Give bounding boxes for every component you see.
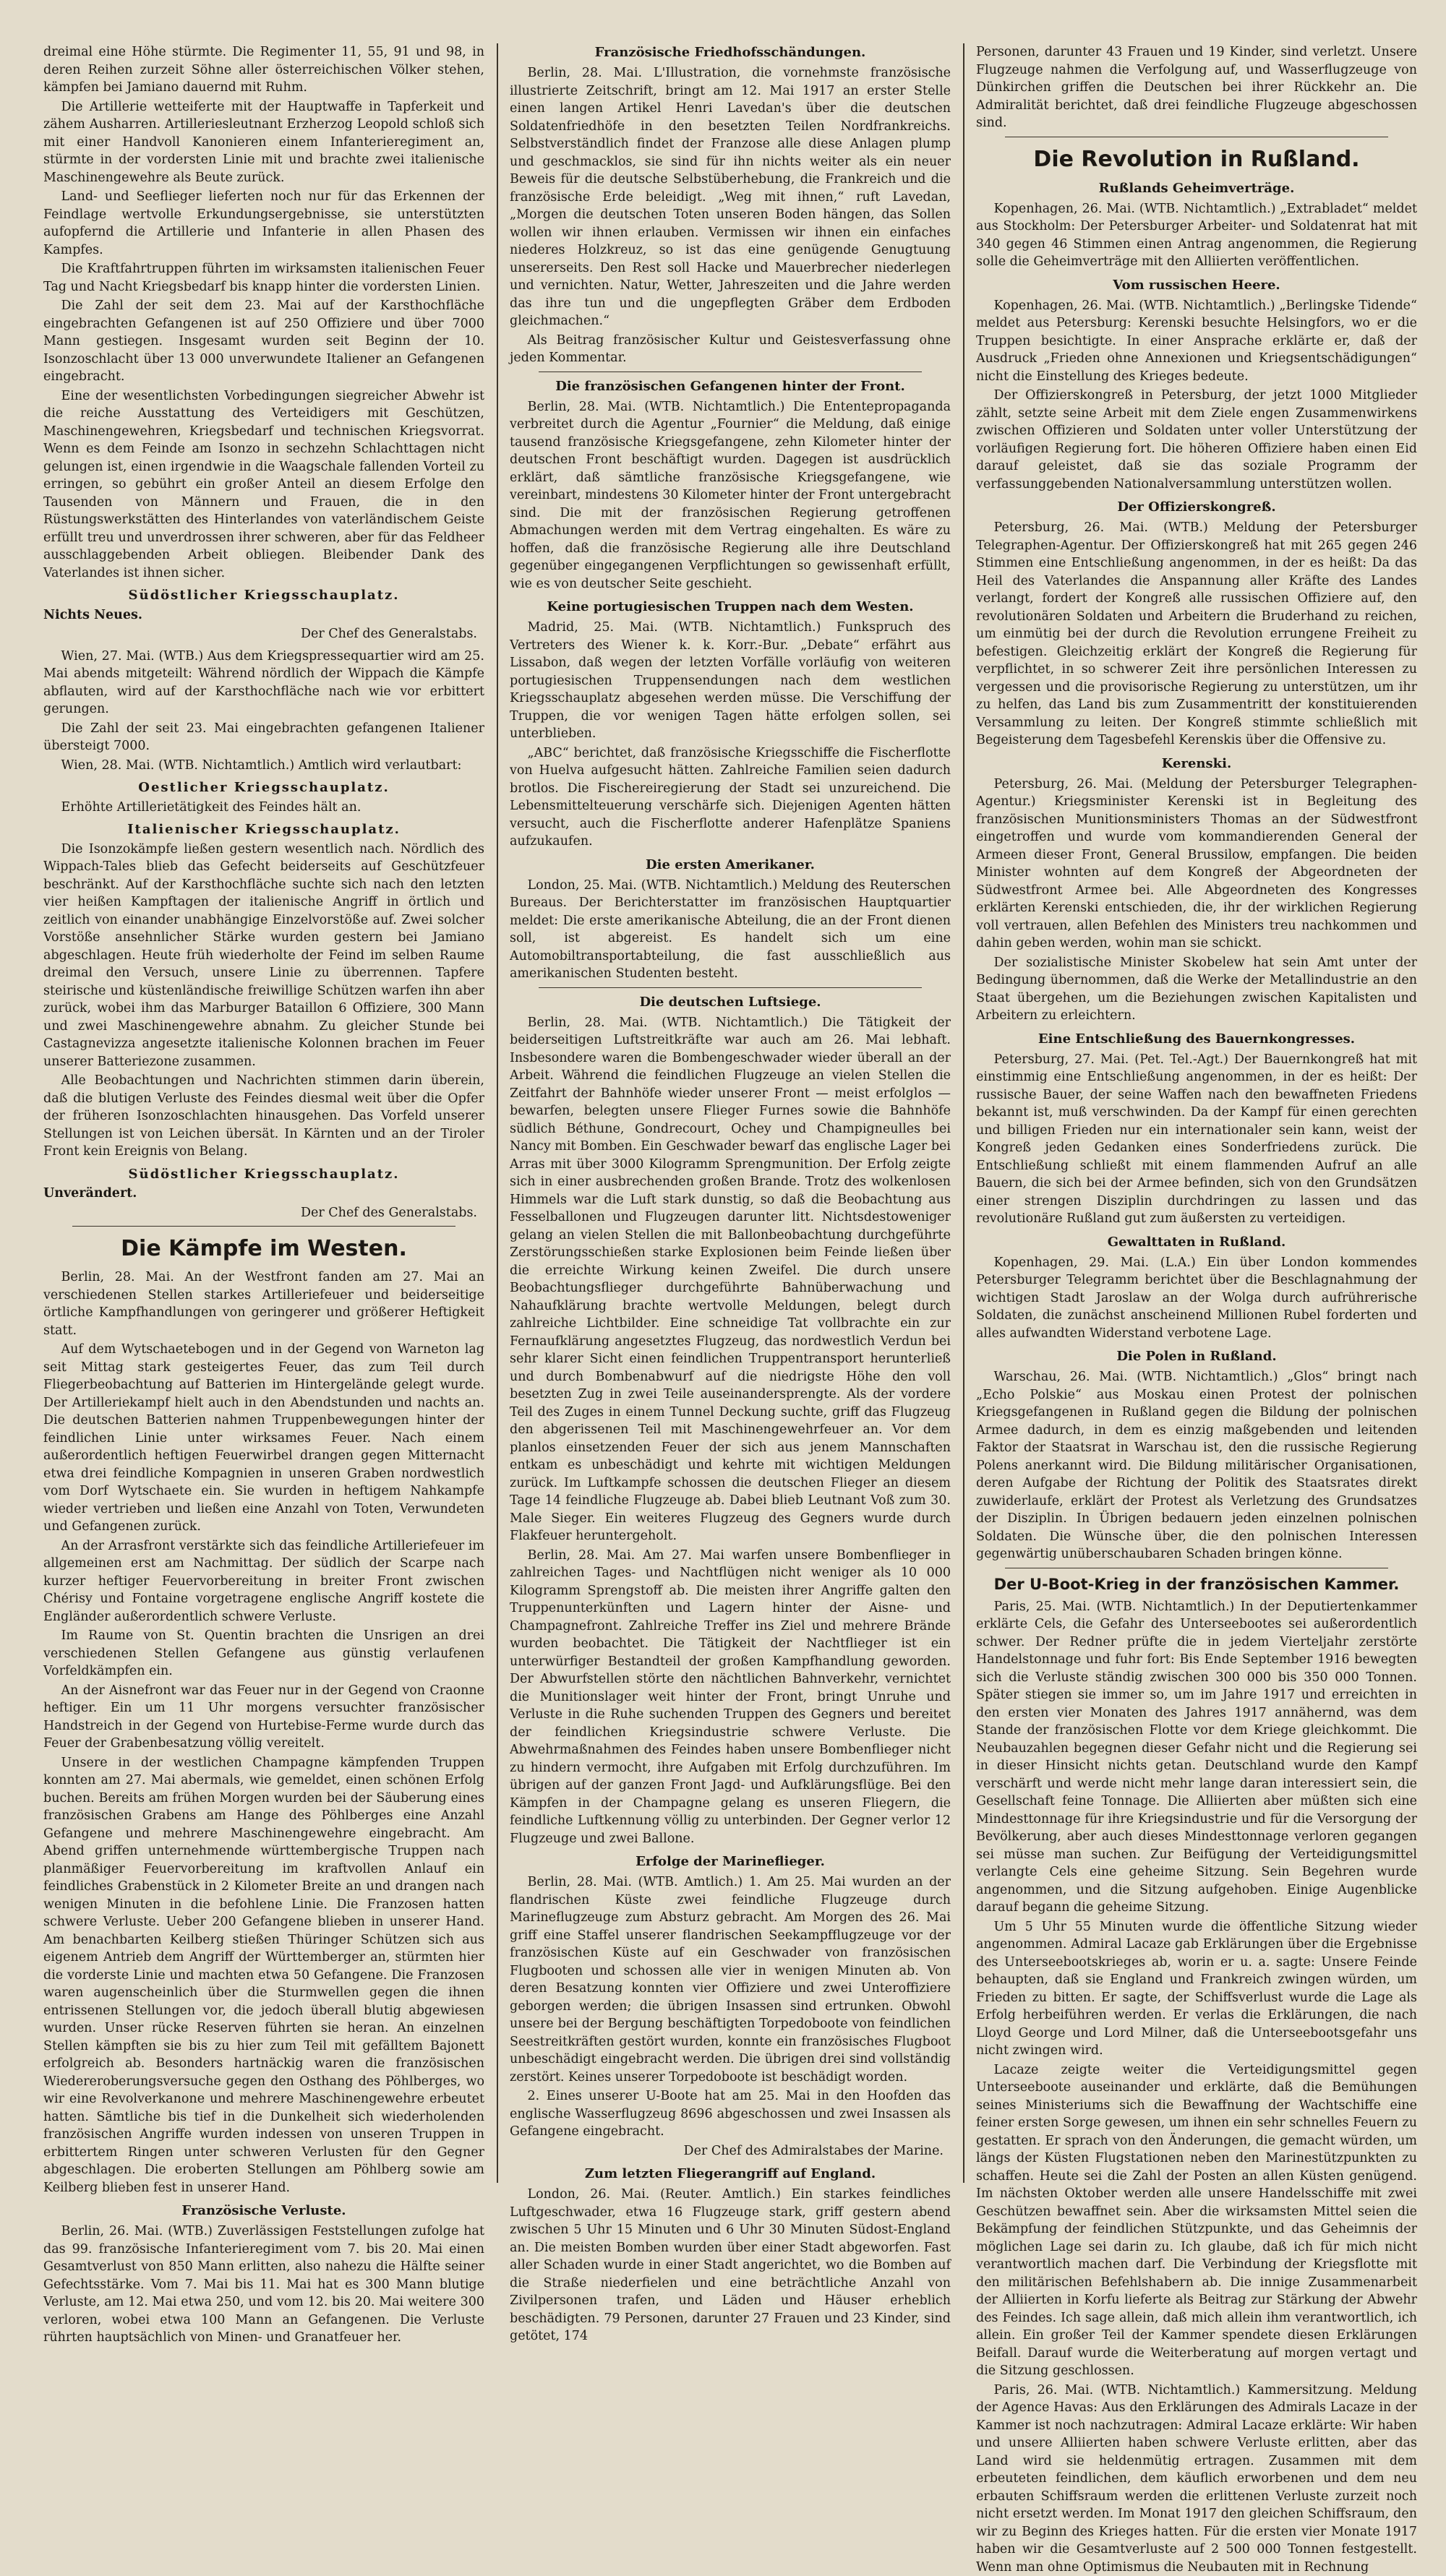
article-paragraph: Die Kraftfahrtruppen führten im wirksamsten italienischen Feuer Tag und Nacht Kriegsbedarf bis knapp hinter die vordersten Linien. — [43, 260, 484, 296]
article-paragraph: Petersburg, 26. Mai. (WTB.) Meldung der Petersburger Telegraphen-Agentur. Der Offizierskongreß hat mit 265 gegen 246 Stimmen eine Entschließung angenommen, in der es heißt: Da das Heil des Vaterlandes die Anspannung aller Kräfte des Landes verlangt, fordert der Kongreß alle russischen Offiziere auf, den revolutionären Soldaten und Arbeitern die Bruderhand zu reichen, um einmütig bei der durch die Revolution errungene Freiheit zu befestigen. Gleichzeitig erklärt der Kongreß die Regierung für verpflichtet, in so schwerer Zeit ihre persönlichen Interessen zu vergessen und die provisorische Regierung zu unterstützen, um ihr zu helfen, das Land bis zum Zusammentritt der konstituierenden Versammlung zu leiten. Der Kongreß stimmte schließlich mit Begeisterung dem Tagesbefehl Kerenskis über die Offensive zu. — [976, 519, 1417, 750]
article-paragraph: Berlin, 28. Mai. Am 27. Mai warfen unsere Bombenflieger in zahlreichen Tages- und Nachtflügen nicht weniger als 10 000 Kilogramm Sprengstoff ab. Die meisten ihrer Angriffe galten den Truppenunterkünften und Lagern hinter der Aisne- und Champagnefront. Zahlreiche Treffer ins Ziel und mehrere Brände wurden beobachtet. Die Tätigkeit der Nachtflieger ist ein unterwürfiger Bestandteil der großen Kampfhandlung geworden. Der Abwurfstellen störte den nächtlichen Bahnverkehr, vernichtet die Munitionslager weit hinter der Front, bringt Unruhe und Verluste in die Ruhe suchenden Truppen des Gegners und bereitet der feindlichen Kriegsindustrie schwere Verluste. Die Abwehrmaßnahmen des Feindes haben unsere Bombenflieger nicht zu hindern vermocht, ihre Aufgaben mit Erfolg durchzuführen. Im übrigen auf der ganzen Front Jagd- und Aufklärungsflüge. Bei den Kämpfen in der Champagne gelang es unseren Fliegern, die feindliche Luftkennung völlig zu unterbinden. Der Gegner verlor 12 Flugzeuge und zwei Ballone. — [510, 1547, 951, 1848]
article-paragraph: London, 25. Mai. (WTB. Nichtamtlich.) Meldung des Reuterschen Bureaus. Der Berichterstatter im französischen Hauptquartier meldet: Die erste amerikanische Abteilung, die an der Front dienen soll, ist abgereist. Es handelt sich um eine Automobiltransportabteilung, die fast ausschließlich aus amerikanischen Studenten besteht. — [510, 877, 951, 983]
divider — [72, 1226, 455, 1227]
signature-line: Der Chef des Generalstabs. — [43, 1204, 477, 1222]
section-heading: Die ersten Amerikaner. — [510, 856, 951, 874]
article-paragraph: Im Raume von St. Quentin brachten die Unsrigen an drei verschiedenen Stellen Gefangene aus günstig verlaufenen Vorfeldkämpfen ein. — [43, 1627, 484, 1680]
section-heading: Französische Verluste. — [43, 2202, 484, 2220]
article-paragraph: Die Artillerie wetteiferte mit der Hauptwaffe in Tapferkeit und zähem Ausharren. Artilleriesleutnant Erzherzog Leopold schloß sich mit einer Handvoll Kanonieren einem Infanterieregiment an, stürmte in der vordersten Linie mit und brachte zwei italienische Maschinengewehre als Beute zurück. — [43, 98, 484, 187]
article-paragraph: Paris, 25. Mai. (WTB. Nichtamtlich.) In der Deputiertenkammer erklärte Cels, die Gefahr des Unterseebootes sei außerordentlich schwer. Der Redner prüfte die in jedem Vierteljahr zerstörte Handelstonnage und fuhr fort: Bis Ende September 1916 bewegten sich die Verluste ständig zwischen 300 000 bis 350 000 Tonnen. Später stiegen sie immer so, um im Jahre 1917 und erreichten in den ersten vier Monaten des Jahres 1917 annähernd, was dem Stande der französischen Flotte vor dem Kriege gleichkommt. Die Neubauzahlen begegnen dieser Gefahr nicht und die Regierung sei in dieser Hinsicht nichts getan. Deutschland wurde den Kampf verschärft und werde nicht mehr lange daran interessiert sein, die Gesellschaft feine Tonnage. Die Alliierten aber müßten sich eine Mindesttonnage für ihre Kriegsindustrie und für die Versorgung der Bevölkerung, aber auch dieses Mindesttonnage verloren gegangen sei müsse man suchen. Zur Beifügung der Verteidigungsmittel verlangte Cels eine geheime Sitzung. Sein Begehren wurde angenommen, und die Sitzung aufgehoben. Einige Augenblicke darauf begann die geheime Sitzung. — [976, 1598, 1417, 1917]
article-paragraph: Warschau, 26. Mai. (WTB. Nichtamtlich.) „Glos“ bringt nach „Echo Polskie“ aus Moskau einen Protest der polnischen Kriegsgefangenen in Rußland gegen die Bildung der polnischen Armee dadurch, in dem es einzig maßgebenden und leitenden Faktor der Staatsrat in Warschau ist, den die russische Regierung Polens anerkannt wird. Die Bildung militärischer Organisationen, deren Aufgabe der Richtung der Politik des Staatsrates direkt zuwiderlaufe, erklärt der Protest als Verletzung des Grundsatzes der Disziplin. In Übrigen bedauern jeden einzelnen polnischen Soldaten. Die Wünsche über, die den polnischen Interessen gegenwärtig unüberschaubaren Schaden bringen könne. — [976, 1368, 1417, 1563]
article-paragraph: „ABC“ berichtet, daß französische Kriegsschiffe die Fischerflotte von Huelva aufgesucht hätten. Zahlreiche Familien seien dadurch brotlos. Die Fischereiregierung der Stadt sei unzureichend. Die Lebensmittelteuerung verschärfe sich. Diejenigen Agenten hätten versucht, auch die Fischerflotte anderer Hafenplätze Spaniens aufzukaufen. — [510, 744, 951, 851]
article-paragraph: Kopenhagen, 29. Mai. (L.A.) Ein über London kommendes Petersburger Telegramm berichtet über die Beschlagnahmung der wichtigen Stadt Jaroslaw an der Wolga durch aufrührerische Soldaten, die zunächst anscheinend Millionen Rubel forderten und alles aufwandten Widerstand verbotene Lage. — [976, 1254, 1417, 1343]
column-rule — [963, 43, 964, 2183]
article-paragraph: Kopenhagen, 26. Mai. (WTB. Nichtamtlich.) „Extrabladet“ meldet aus Stockholm: Der Petersburger Arbeiter- und Soldatenrat hat mit 340 gegen 46 Stimmen einen Antrag angenommen, die Regierung solle die Geheimverträge mit den Alliierten veröffentlichen. — [976, 200, 1417, 271]
article-paragraph: Berlin, 28. Mai. An der Westfront fanden am 27. Mai an verschiedenen Stellen starkes Artilleriefeuer und beiderseitige örtliche Kampfhandlungen von geringerer und größerer Heftigkeit statt. — [43, 1268, 484, 1339]
article-paragraph: Petersburg, 27. Mai. (Pet. Tel.-Agt.) Der Bauernkongreß hat mit einstimmig eine Entschließung angenommen, in der es heißt: Der russische Bauer, der seine Waffen nach den bewaffneten Friedens bekannt ist, muß verschwinden. Da der Kampf für einen gerechten und billigen Frieden nur ein internationaler sein kann, weist der Kongreß jeden Gedanken eines Sonderfriedens zurück. Die Entschließung schließt mit einem flammenden Aufruf an alle Bauern, die sich bei der Armee befinden, sich von den Grundsätzen einer strengen Disziplin durchdringen zu lassen und das revolutionäre Rußland gut zum äußersten zu verteidigen. — [976, 1051, 1417, 1228]
column-left — [43, 43, 484, 2183]
article-paragraph: Land- und Seeflieger lieferten noch nur für das Erkennen der Feindlage wertvolle Erkundungsergebnisse, sie unterstützten aufopfernd die Artillerie und Infanterie in allen Phasen des Kampfes. — [43, 188, 484, 259]
article-paragraph: Erhöhte Artillerietätigkeit des Feindes hält an. — [43, 799, 484, 817]
section-heading: Südöstlicher Kriegsschauplatz. — [43, 587, 484, 605]
section-heading: Die Polen in Rußland. — [976, 1347, 1417, 1365]
signature-line: Der Chef des Admiralstabes der Marine. — [510, 2142, 944, 2160]
article-paragraph: Die Zahl der seit 23. Mai eingebrachten gefangenen Italiener übersteigt 7000. — [43, 720, 484, 755]
article-paragraph: Berlin, 28. Mai. L'Illustration, die vornehmste französische illustrierte Zeitschrift, bringt am 12. Mai 1917 an erster Stelle einen langen Artikel Henri Lavedan's über die deutschen Soldatenfriedhöfe in den besetzten Teilen Nordfrankreichs. Selbstverständlich findet der Franzose alle diese Anlagen plump und geschmacklos, sie sind für ihn nichts weiter als ein neuer Beweis für die deutsche Selbstüberhebung, die Frankreich und die französische Erde beleidigt. „Weg mit ihnen,“ ruft Lavedan, „Morgen die deutschen Toten unseren Boden hängen, das Sollen wollen wir ihnen erlauben. Vermissen wir ihnen ein einfaches niederes Holzkreuz, so ist das eine genügende Genugtuung unsererseits. Den Rest soll Hacke und Mauerbrecher niederlegen und vernichten. Natur, Wetter, Jahreszeiten und die Jahre werden das ihre tun und die ungepflegten Gräber dem Erdboden gleichmachen.“ — [510, 64, 951, 330]
article-paragraph: Unverändert. — [43, 1185, 484, 1203]
column-middle — [510, 43, 951, 2183]
article-paragraph: London, 26. Mai. (Reuter. Amtlich.) Ein starkes feindliches Luftgeschwader, etwa 16 Flugzeuge stark, griff gestern abend zwischen 5 Uhr 15 Minuten und 6 Uhr 30 Minuten Südost-England an. Die meisten Bomben wurden über einer Stadt abgeworfen. Fast aller Schaden wurde in einer Stadt angerichtet, wo die Bomben auf die Straße niederfielen und eine beträchtliche Anzahl von Zivilpersonen trafen, und Läden und Häuser erheblich beschädigten. 79 Personen, darunter 27 Frauen und 23 Kinder, sind getötet, 174 — [510, 2186, 951, 2345]
article-paragraph: Personen, darunter 43 Frauen und 19 Kinder, sind verletzt. Unsere Flugzeuge nahmen die Verfolgung auf, und Wasserflugzeuge von Dünkirchen griffen die Deutschen bei ihrer Rückkehr an. Die Admiralität berichtet, daß drei feindliche Flugzeuge abgeschossen sind. — [976, 43, 1417, 132]
article-paragraph: Berlin, 26. Mai. (WTB.) Zuverlässigen Feststellungen zufolge hat das 99. französische Infanterieregiment vom 7. bis 20. Mai einen Gesamtverlust von 850 Mann erlitten, also nahezu die Hälfte seiner Gefechtsstärke. Vom 7. Mai bis 11. Mai hat es 300 Mann blutige Verluste, am 12. Mai etwa 250, und vom 12. bis 20. Mai weitere 300 verloren, wobei etwa 100 Mann an Gefangenen. Die Verluste rührten hauptsächlich von Minen- und Granatfeuer her. — [43, 2223, 484, 2347]
article-paragraph: Kopenhagen, 26. Mai. (WTB. Nichtamtlich.) „Berlingske Tidende“ meldet aus Petersburg: Kerenski besuchte Helsingfors, wo er die Truppen besichtigte. In einer Ansprache erklärte er, daß der Ausdruck „Frieden ohne Annexionen und Kriegsentschädigungen“ nicht die Einstellung des Krieges bedeute. — [976, 297, 1417, 386]
article-paragraph: Berlin, 28. Mai. (WTB. Amtlich.) 1. Am 25. Mai wurden an der flandrischen Küste zwei feindliche Flugzeuge durch Marineflugzeuge zum Absturz gebracht. Am Morgen des 26. Mai griff eine Staffel unserer flandrischen Seekampfflugzeuge vor der französischen Küste auf ein Geschwader von französischen Flugbooten und schossen alle vier in wenigen Minuten ab. Von deren Besatzung konnten vier Offiziere und zwei Unteroffiziere geborgen werden; die übrigen Insassen sind ertrunken. Obwohl unsere bei der Bergung beschäftigten Torpedoboote von feindlichen Seestreitkräften gestört wurden, konnte ein französisches Flugboot unbeschädigt eingebracht werden. Die übrigen drei sind vollständig zerstört. Keines unserer Torpedoboote ist beschädigt worden. — [510, 1873, 951, 2086]
article-paragraph: Die Isonzokämpfe ließen gestern wesentlich nach. Nördlich des Wippach-Tales blieb das Gefecht beiderseits auf Geschützfeuer beschränkt. Auf der Karsthochfläche suchte sich nach den letzten vier heißen Kampftagen der italienische Angriff in örtlich und zeitlich von einander unabhängige Einzelvorstöße auf. Zwei solcher Vorstöße ansehnlicher Stärke wurden gestern bei Jamiano abgeschlagen. Heute früh wiederholte der Feind im selben Raume dreimal den Versuch, unsere Linie zu überrennen. Tapfere steirische und küstenländische freiwillige Schützen warfen ihn aber zurück, wobei ihm das Marburger Bataillon 6 Offiziere, 300 Mann und zwei Maschinengewehre abnahm. Zu gleicher Stunde bei Castagnevizza angesetzte italienische Kolonnen brachen im Feuer unserer Batteriezone zusammen. — [43, 841, 484, 1071]
section-heading: Die deutschen Luftsiege. — [510, 993, 951, 1011]
article-paragraph: Alle Beobachtungen und Nachrichten stimmen darin überein, daß die blutigen Verluste des Feindes diesmal weit über die Opfer der früheren Isonzoschlachten hinausgehen. Das Vorfeld unserer Stellungen ist von Leichen übersät. In Kärnten und an der Tiroler Front kein Ereignis von Belang. — [43, 1072, 484, 1161]
column-rule — [497, 43, 498, 2183]
article-paragraph: Der Offizierskongreß in Petersburg, der jetzt 1000 Mitglieder zählt, setzte seine Arbeit mit dem Ziele engen Zusammenwirkens zwischen Offizieren und Soldaten unter voller Unterstützung der vorläufigen Regierung fort. Die höheren Offiziere haben einen Eid darauf geleistet, daß sie das soziale Programm der verfassunggebenden Nationalversammlung unterstützen wollen. — [976, 387, 1417, 493]
section-heading: Gewalttaten in Rußland. — [976, 1233, 1417, 1251]
section-heading: Südöstlicher Kriegsschauplatz. — [43, 1166, 484, 1184]
article-paragraph: Paris, 26. Mai. (WTB. Nichtamtlich.) Kammersitzung. Meldung der Agence Havas: Aus den Erklärungen des Admirals Lacaze in der Kammer ist noch nachzutragen: Admiral Lacaze erklärte: Wir haben und unsere Alliierten haben schwere Verluste erlitten, aber das Land wird sie heldenmütig ertragen. Zusammen mit dem erbeuteten feindlichen, dem käuflich erworbenen und dem neu erbauten Schiffsraum werden die erlittenen Verluste zurzeit noch nicht ersetzt werden. Im Monat 1917 den gleichen Schiffsraum, den wir zu Beginn des Krieges hatten. Für die ersten vier Monate 1917 haben wir die Gesamtverluste auf 2 500 000 Tonnen festgestellt. Wenn man ohne Optimismus die Neubauten mit in Rechnung — [976, 2382, 1417, 2576]
section-heading: Die französischen Gefangenen hinter der Front. — [510, 377, 951, 395]
article-paragraph: Berlin, 28. Mai. (WTB. Nichtamtlich.) Die Ententepropaganda verbreitet durch die Agentur „Fournier“ die Meldung, daß einige tausend französische Kriegsgefangene, zehn Kilometer hinter der deutschen Front beschäftigt wurden. Dagegen ist ausdrücklich erklärt, daß sämtliche französische Kriegsgefangene, wie vereinbart, mindestens 30 Kilometer hinter der Front untergebracht sind. Die mit der französischen Regierung getroffenen Abmachungen werden mit dem Vertrag eingehalten. Es wäre zu hoffen, daß die französische Regierung alle ihre Deutschland gegenüber eingegangenen Verpflichtungen so gewissenhaft erfüllt, wie es von deutscher Seite geschieht. — [510, 398, 951, 593]
newspaper-page — [43, 43, 1417, 2183]
column-right — [976, 43, 1417, 2183]
divider — [539, 987, 922, 988]
article-paragraph: 2. Eines unserer U-Boote hat am 25. Mai in den Hoofden das englische Wasserflugzeug 8696 abgeschossen und zwei Insassen als Gefangene eingebracht. — [510, 2087, 951, 2141]
article-paragraph: Eine der wesentlichsten Vorbedingungen siegreicher Abwehr ist die reiche Ausstattung des Verteidigers mit Geschützen, Maschinengewehren, Kriegsbedarf und technischen Kriegsvorrat. Wenn es dem Feinde am Isonzo in sechzehn Schlachttagen nicht gelungen ist, einen irgendwie in die Waagschale fallenden Vorteil zu erringen, so gebührt ein großer Anteil an diesem Erfolge den Tausenden von Männern und Frauen, die in den Rüstungswerkstätten des Hinterlandes von vaterländischem Geiste erfüllt treu und unverdrossen ihrer schweren, aber für das Feldheer ausschlaggebenden Arbeit obliegen. Bleibender Dank des Vaterlandes ist ihnen sicher. — [43, 387, 484, 583]
section-heading: Französische Friedhofsschändungen. — [510, 43, 951, 61]
section-heading: Kerenski. — [976, 755, 1417, 773]
section-heading: Oestlicher Kriegsschauplatz. — [43, 779, 484, 797]
article-paragraph: Petersburg, 26. Mai. (Meldung der Petersburger Telegraphen-Agentur.) Kriegsminister Kerenski ist in Begleitung des französischen Munitionsministers Thomas an der Südwestfront eingetroffen und wurde vom kommandierenden General der Armeen dieser Front, General Brussilow, empfangen. Die beiden Minister wohnten auf dem Kongreß der Abgeordneten der Südwestfront Armee bei. Alle Abgeordneten des Kongresses erklärten Kerenski entschieden, die, ihr der wirklichen Regierung voll vertrauen, allen Befehlen des Ministers treu nachkommen und dahin geben werden, wohin man sie schickt. — [976, 776, 1417, 953]
article-paragraph: Madrid, 25. Mai. (WTB. Nichtamtlich.) Funkspruch des Vertreters des Wiener k. k. Korr.-Bur. „Debate“ erfährt aus Lissabon, daß wegen der letzten Vorfälle vorläufig von weiteren portugiesischen Truppensendungen nach dem westlichen Kriegsschauplatz abgesehen werden müsse. Die Verschiffung der Truppen, die vor wenigen Tagen hätte erfolgen sollen, sei unterblieben. — [510, 619, 951, 743]
article-paragraph: Wien, 27. Mai. (WTB.) Aus dem Kriegspressequartier wird am 25. Mai abends mitgeteilt: Während nördlich der Wippach die Kämpfe abflauten, wird auf der Karsthochfläche nach wie vor erbittert gerungen. — [43, 648, 484, 718]
section-heading: Eine Entschließung des Bauernkongresses. — [976, 1030, 1417, 1048]
signature-line: Der Chef des Generalstabs. — [43, 625, 477, 643]
article-paragraph: An der Aisnefront war das Feuer nur in der Gegend von Craonne heftiger. Ein um 11 Uhr morgens versuchter französischer Handstreich in der Gegend von Hurtebise-Ferme wurde durch das Feuer der Grabenbesatzung völlig vereitelt. — [43, 1682, 484, 1753]
section-heading: Rußlands Geheimverträge. — [976, 179, 1417, 197]
section-heading: Italienischer Kriegsschauplatz. — [43, 821, 484, 839]
article-paragraph: Um 5 Uhr 55 Minuten wurde die öffentliche Sitzung wieder angenommen. Admiral Lacaze gab Erklärungen über die Ergebnisse des Unterseebootskrieges ab, worin er u. a. sagte: Unsere Feinde behaupten, daß sie England und Frankreich zwingen würden, um Frieden zu bitten. Er sagte, der Schiffsverlust wurde die Lage als Erfolg herbeiführen werden. Er verlas die Erklärungen, die nach Lloyd George und Lord Milner, daß die Unterseebootsgefahr uns nicht zwingen wird. — [976, 1918, 1417, 2060]
section-heading: Zum letzten Fliegerangriff auf England. — [510, 2165, 951, 2183]
article-paragraph: Nichts Neues. — [43, 606, 484, 624]
section-heading: Keine portugiesischen Truppen nach dem Westen. — [510, 598, 951, 616]
article-paragraph: dreimal eine Höhe stürmte. Die Regimenter 11, 55, 91 und 98, in deren Reihen zurzeit Söhne aller österreichischen Völker stehen, kämpfen bei Jamiano dauernd mit Ruhm. — [43, 43, 484, 97]
article-paragraph: Auf dem Wytschaetebogen und in der Gegend von Warneton lag seit Mittag stark gesteigertes Feuer, das zum Teil durch Fliegerbeobachtung auf Batterien im Hintergelände gelegt wurde. Der Artilleriekampf hielt auch in den Abendstunden und nachts an. Die deutschen Batterien nahmen Truppenbewegungen hinter der feindlichen Linie unter wirksames Feuer. Nach einem außerordentlich heftigen Feuerwirbel drangen gegen Mitternacht etwa drei feindliche Kompagnien in unseren Graben nordwestlich vom Dorf Wytschaete ein. Sie wurden in heftigem Nahkampfe wieder vertrieben und ließen eine Anzahl von Toten, Verwundeten und Gefangenen zurück. — [43, 1341, 484, 1536]
headline: Die Revolution in Rußland. — [976, 146, 1417, 173]
article-paragraph: Lacaze zeigte weiter die Verteidigungsmittel gegen Unterseeboote auseinander und erklärte, daß die Bemühungen seines Ministeriums sich die Bewaffnung der Wachtschiffe eine feiner ersten Sorge gewesen, um ihnen ein sehr schnelles Feuern zu gestatten. Er sprach von den Änderungen, die gemacht würden, um längs der Küsten Flugstationen neben den Marinestützpunkten zu schaffen. Heute sei die Zahl der Posten an allen Küsten genügend. Im nächsten Oktober werden alle unsere Handelsschiffe mit zwei Geschützen bewaffnet sein. Aber die wirksamsten Mittel seien die Bekämpfung der feindlichen Stützpunkte, und das Geheimnis der möglichen Lage sei darin zu. Ich glaube, daß ich für mich nicht verantwortlich machen darf. Die Verbindung der Kriegsflotte mit den militärischen Befehlshabern ab. Die innige Zusammenarbeit der Alliierten in Korfu lieferte als Beitrag zur Stärkung der Abwehr des Feindes. Ich sage allein, daß mich allein ihm verantwortlich, ich allein. Ein großer Teil der Kammer spendete diesen Erklärungen Beifall. Darauf wurde die Weiterberatung auf morgen vertagt und die Sitzung geschlossen. — [976, 2061, 1417, 2380]
article-paragraph: Der sozialistische Minister Skobelew hat sein Amt unter der Bedingung übernommen, daß die Werke der Metallindustrie an den Staat übergehen, um die Beziehungen zwischen Kapitalisten und Arbeitern zu erleichtern. — [976, 954, 1417, 1025]
article-paragraph: An der Arrasfront verstärkte sich das feindliche Artilleriefeuer im allgemeinen erst am Nachmittag. Der südlich der Scarpe nach kurzer heftiger Feuervorbereitung in breiter Front zwischen Chérisy und Fontaine vorgetragene englische Angriff kostete die Engländer außerordentlich schwere Verluste. — [43, 1537, 484, 1626]
article-paragraph: Berlin, 28. Mai. (WTB. Nichtamtlich.) Die Tätigkeit der beiderseitigen Luftstreitkräfte war auch am 26. Mai lebhaft. Insbesondere waren die Bombengeschwader wieder überall an der Arbeit. Während die feindlichen Flugzeuge an vielen Stellen die Zeitfahrt der Bahnhöfe wieder unserer Front — meist erfolglos — bewarfen, belegten unsere Flieger Furnes sowie die Bahnhöfe südlich Béthune, Gondrecourt, Ochey und Champigneulles bei Nancy mit Bomben. Ein Geschwader bewarf das englische Lager bei Arras mit über 3000 Kilogramm Sprengmunition. Der Erfolg zeigte sich in einer ausbrechenden großen Brande. Trotz des wolkenlosen Himmels war die Luft stark dunstig, so daß die Beobachtung aus Fesselballonen und Flugzeugen darunter litt. Nichtsdestoweniger gelang an vielen Stellen die mit Ballonbeobachtung durchgeführte Zerstörungsschießen starke Explosionen beim Feinde ließen über die erreichte Wirkung keinen Zweifel. Die durch unsere Beobachtungsflieger durchgeführte Bahnüberwachung und Nahaufklärung brachte wertvolle Meldungen, belegt durch zahlreiche Lichtbilder. Eine schneidige Tat vollbrachte ein zur Fernaufklärung angesetztes Flugzeug, das nordwestlich Verdun bei sehr klarer Sicht einen feindlichen Truppentransport herunterließ und durch Bombenabwurf auf die niedrigste Höhe den voll besetzten Zug in zwei Teile auseinandersprengte. Als der vordere Teil des Zuges in einem Tunnel Deckung suchte, griff das Flugzeug den abgerissenen Teil mit Maschinengewehrfeuer an. Vor dem planlos einsetzenden Feuer der sich aus jenem Mannschaften entkam es unbeschädigt und kehrte mit wichtigen Meldungen zurück. Im Luftkampfe schossen die deutschen Flieger an diesem Tage 14 feindliche Flugzeuge ab. Dabei blieb Leutnant Voß zum 30. Male Sieger. Ein weiteres Flugzeug des Gegners wurde durch Flakfeuer heruntergeholt. — [510, 1014, 951, 1545]
headline: Die Kämpfe im Westen. — [43, 1235, 484, 1263]
headline: Der U-Boot-Krieg in der französischen Kammer. — [976, 1574, 1417, 1594]
section-heading: Der Offizierskongreß. — [976, 498, 1417, 516]
article-paragraph: Die Zahl der seit dem 23. Mai auf der Karsthochfläche eingebrachten Gefangenen ist auf 250 Offiziere und über 7000 Mann gestiegen. Insgesamt wurden seit Beginn der 10. Isonzoschlacht über 13 000 unverwundete Italiener an Gefangenen eingebracht. — [43, 297, 484, 386]
article-paragraph: Als Beitrag französischer Kultur und Geistesverfassung ohne jeden Kommentar. — [510, 332, 951, 367]
section-heading: Vom russischen Heere. — [976, 276, 1417, 294]
article-paragraph: Unsere in der westlichen Champagne kämpfenden Truppen konnten am 27. Mai abermals, wie gemeldet, einen schönen Erfolg buchen. Bereits am frühen Morgen wurden bei der Säuberung eines französischen Grabens am Hange des Pöhlberges eine Anzahl Gefangene und mehrere Maschinengewehre eingebracht. Am Abend griffen unternehmende württembergische Truppen nach planmäßiger Feuervorbereitung im kraftvollen Anlauf ein feindliches Grabenstück in 2 Kilometer Breite an und drangen nach wenigen Minuten in die befohlene Linie. Die Franzosen hatten schwere Verluste. Ueber 200 Gefangene blieben in unserer Hand. Am benachbarten Keilberg stießen Thüringer Schützen sich aus eigenem Antrieb dem Angriff der Württemberger an, stürmten hier die vorderste Linie und machten etwa 50 Gefangene. Die Franzosen waren augenscheinlich über die Sturmwellen gegen die ihnen entrissenen Stellungen vor, die jedoch überall blutig abgewiesen wurden. Unser rücke Reserven führten sie heran. An einzelnen Stellen kämpften sie bis zu hier zum Teil mit gefälltem Bajonett erfolgreich ab. Besonders hartnäckig waren die französischen Wiedereroberungsversuche gegen den Osthang des Pöhlberges, wo wir eine Revolverkanone und mehrere Maschinengewehre erbeutet hatten. Sämtliche bis tief in die Dunkelheit sich wiederholenden französischen Angriffe wurden indessen von unseren Truppen in erbittertem Ringen unter schweren Verlusten für den Gegner abgeschlagen. Die eroberten Stellungen am Pöhlberg sowie am Keilberg blieben fest in unserer Hand. — [43, 1754, 484, 2197]
article-paragraph: Wien, 28. Mai. (WTB. Nichtamtlich.) Amtlich wird verlautbart: — [43, 757, 484, 775]
section-heading: Erfolge der Marineflieger. — [510, 1852, 951, 1871]
